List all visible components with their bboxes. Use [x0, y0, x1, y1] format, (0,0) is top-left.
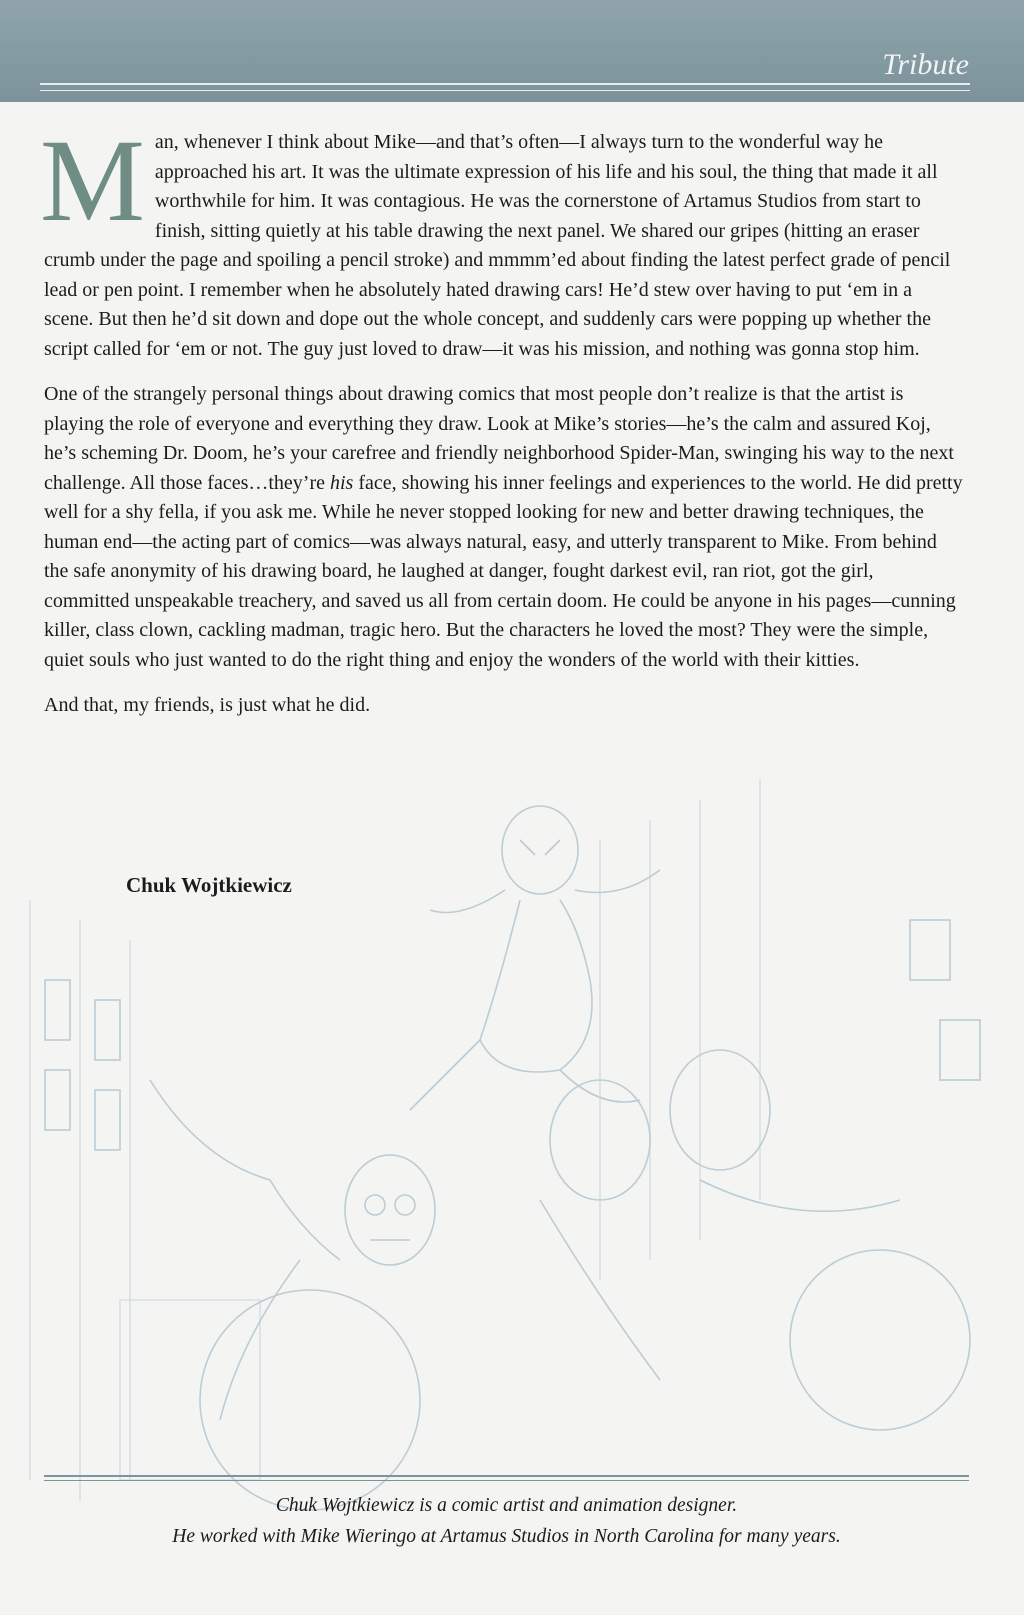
- author-byline: Chuk Wojtkiewicz: [126, 873, 292, 897]
- paragraph-2: One of the strangely personal things about drawing comics that most people don’t realize is that the artist is playing the role of everyone and everything they draw. Look at Mike’s stories—he’s the calm and assured Koj, he’s scheming Dr. Doom, he’s your carefree and friendly neighborhood Spider-Man, swinging his way to the next challenge. All those faces…they’re his face, showing his inner feelings and experiences to the world. He did pretty well for a shy fella, if you ask me. While he never stopped looking for new and better drawing techniques, the human end—the acting part of comics—was always natural, easy, and utterly transparent to Mike. From behind the safe anonymity of his drawing board, he laughed at danger, fought darkest evil, ran riot, got the girl, committed unspeakable treachery, and saved us all from certain doom. He could be anyone in his pages—cunning killer, class clown, cackling madman, tragic hero. But the characters he loved the most? They were the simple, quiet souls who just wanted to do the right thing and enjoy the wonders of the world with their kitties.: [44, 383, 963, 671]
- bio-line-2: He worked with Mike Wieringo at Artamus Studios in North Carolina for many years.: [172, 1526, 841, 1547]
- paragraph-3: And that, my friends, is just what he did.: [44, 694, 371, 716]
- header-band: [0, 0, 1024, 102]
- villain-figures: [120, 1050, 970, 1510]
- spider-man-figure: [410, 806, 660, 1110]
- section-title: Tribute: [882, 48, 969, 81]
- bio-line-1: Chuk Wojtkiewicz is a comic artist and animation designer.: [275, 1495, 738, 1516]
- author-bio: [44, 1490, 969, 1552]
- drop-cap: M: [40, 115, 145, 246]
- footer-rule: [44, 1475, 969, 1477]
- emphasis: his: [330, 471, 354, 494]
- paragraph-1: Man, whenever I think about Mike—and that’s often—I always turn to the wonderful way he approached his art. It was the ultimate expression of his life and his soul, the thing that made it all worthwhile for him. It was contagious. He was the cornerstone of Artamus Studios from start to finish, sitting quietly at his table drawing the next panel. We shared our gripes (hitting an eraser crumb under the page and spoiling a pencil stroke) and mmmm’ed about finding the latest perfect grade of pencil lead or pen point. I remember when he absolutely hated drawing cars! He’d stew over having to put ‘em in a scene. But then he’d sit down and dope out the whole concept, and suddenly cars were popping up whether the script called for ‘em or not. The guy just loved to draw—it was his mission, and nothing was gonna stop him.: [40, 115, 951, 360]
- header-rule: [40, 83, 970, 85]
- header-rule-thin: [40, 90, 970, 91]
- article-body: [40, 115, 964, 737]
- footer-rule-thin: [44, 1480, 969, 1481]
